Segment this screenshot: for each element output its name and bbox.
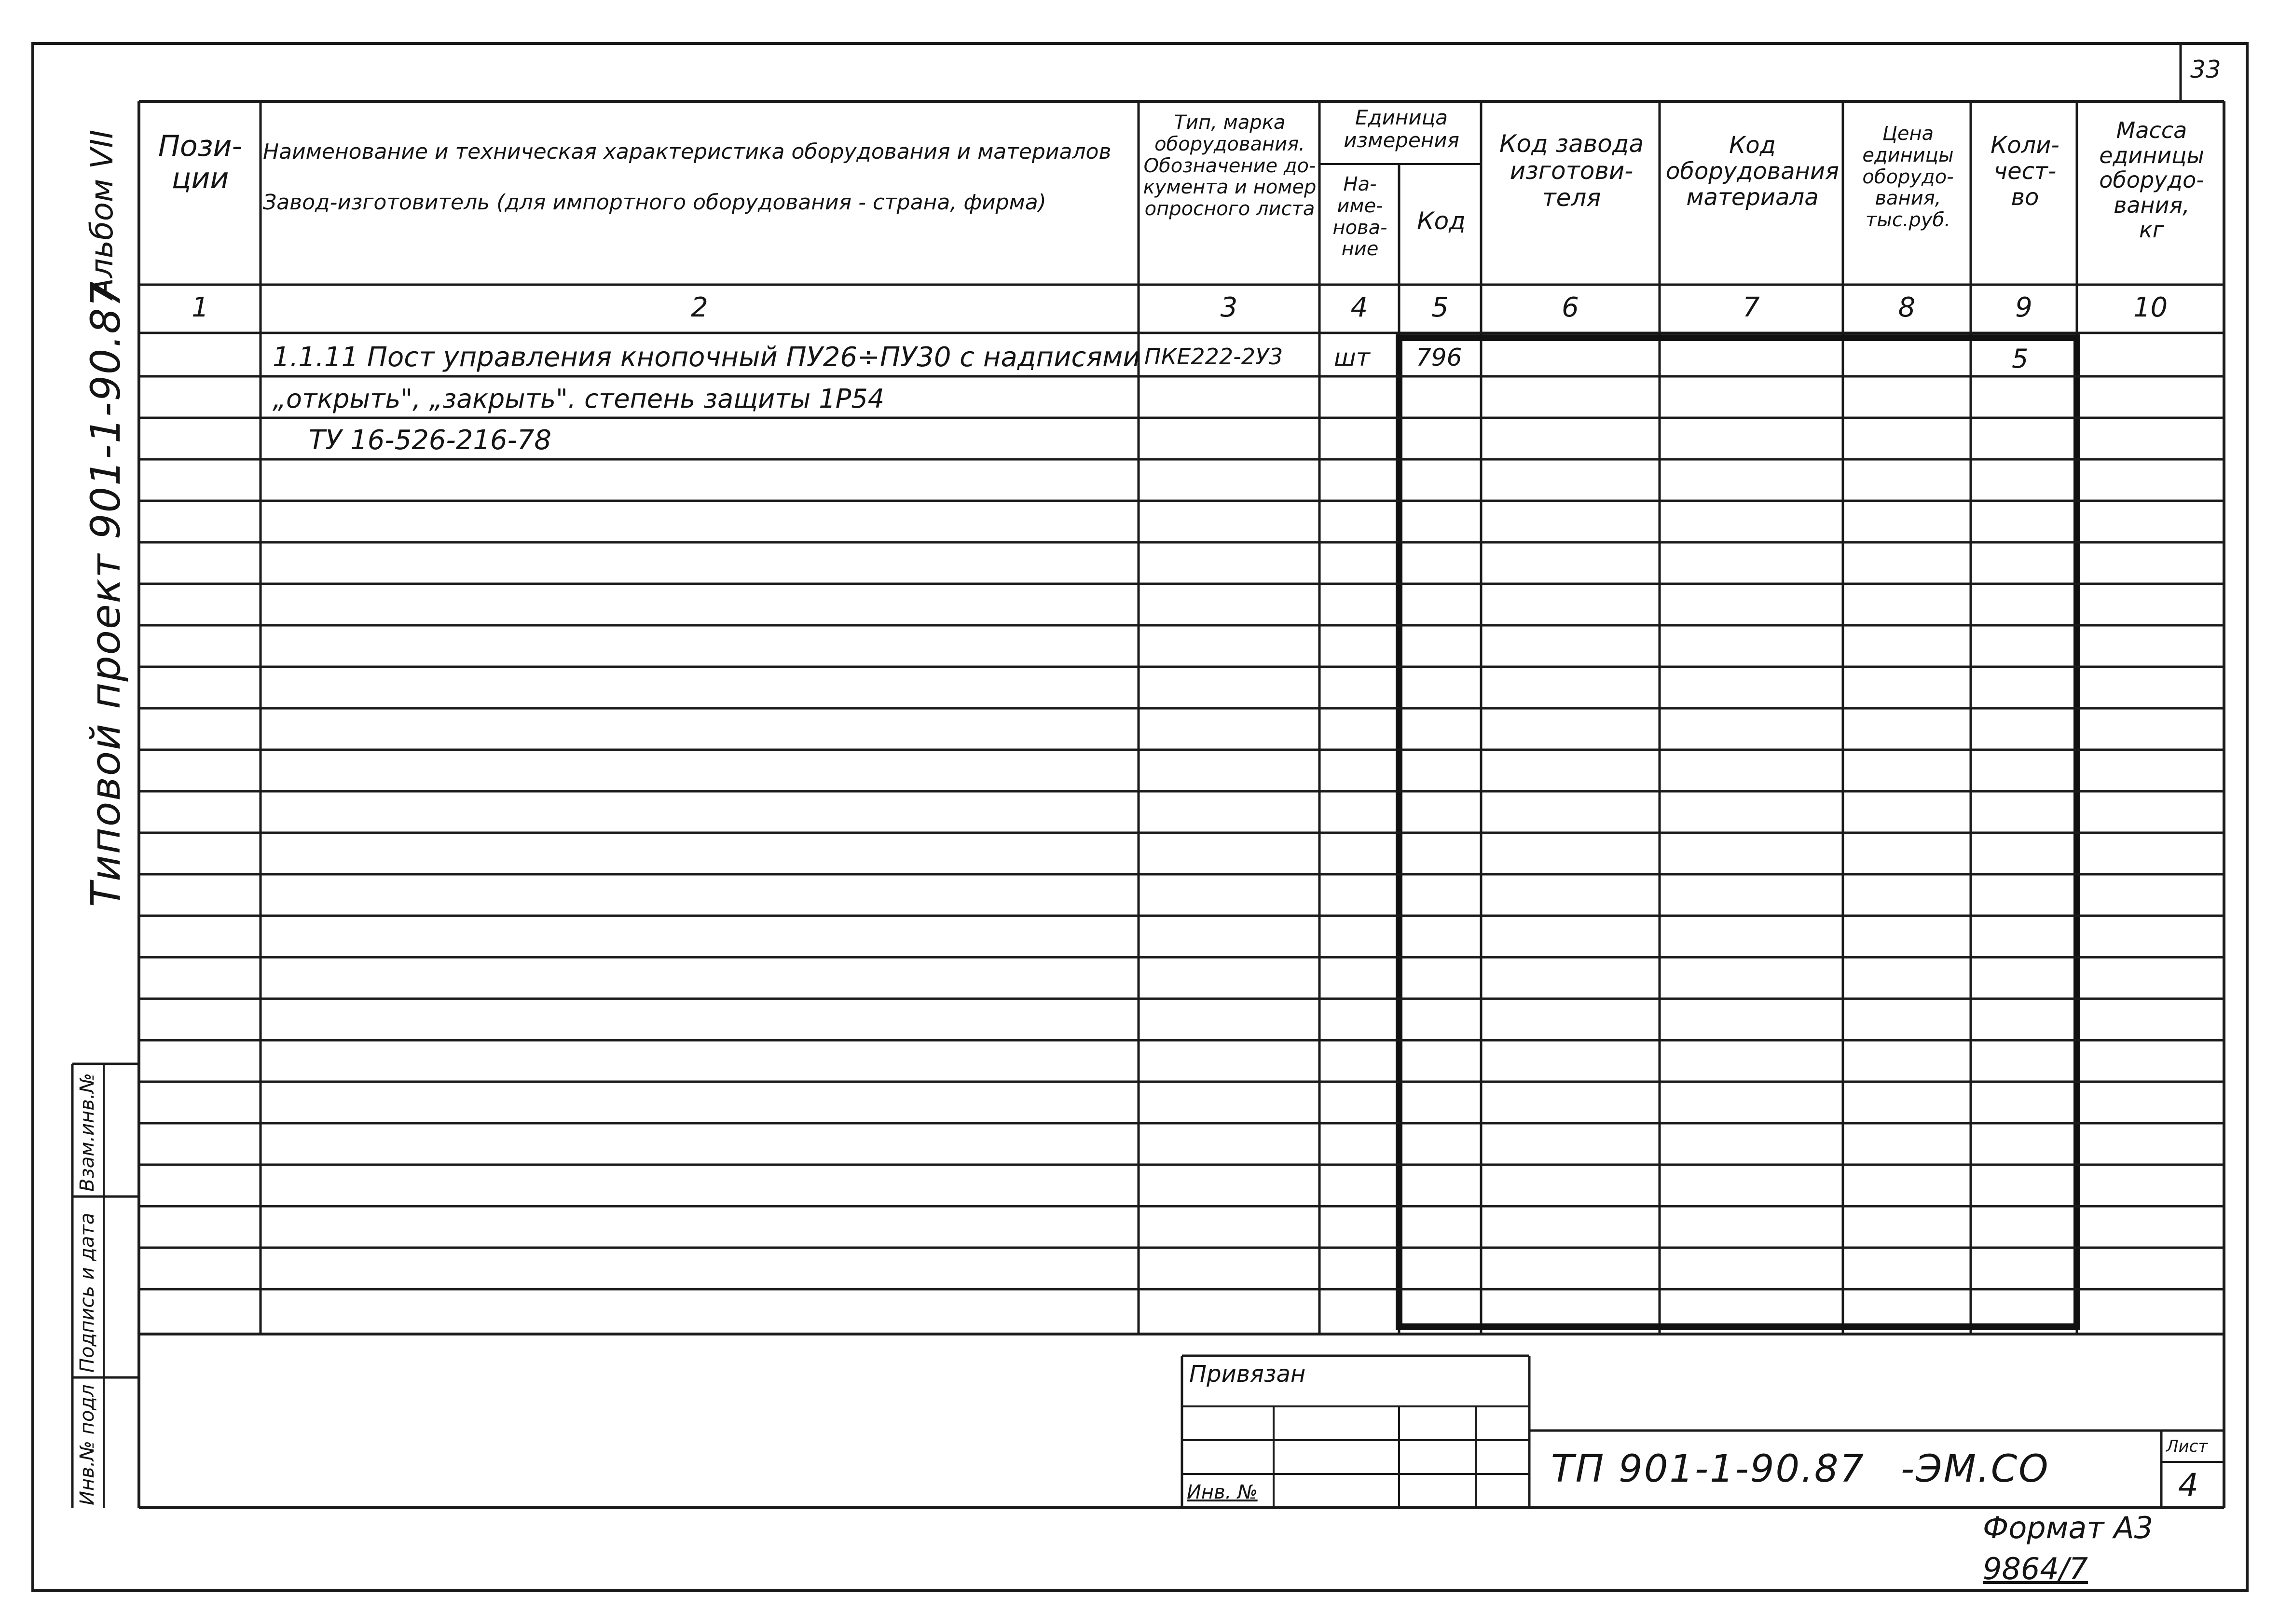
stamp-replace-inv: Взам.инв.№	[76, 1073, 98, 1192]
column-number-7: 7	[1743, 292, 1760, 323]
header-equipment-code: Код оборудования материала	[1666, 132, 1839, 211]
column-number-2: 2	[691, 292, 708, 323]
header-mass: Масса единицы оборудо- вания, кг	[2099, 117, 2204, 243]
column-number-8: 8	[1898, 292, 1916, 323]
row-1-unit: шт	[1334, 344, 1370, 372]
header-type: Тип, марка оборудования. Обозначение до- кумента и номер опросного листа	[1143, 111, 1317, 220]
header-name-line2: Завод-изготовитель (для импортного оборудования - страна, фирма)	[263, 190, 1046, 215]
header-price: Цена единицы оборудо- вания, тыс.руб.	[1862, 123, 1954, 232]
corner-number: 33	[2190, 55, 2221, 83]
sheet-label: Лист	[2166, 1437, 2208, 1456]
column-number-3: 3	[1220, 292, 1238, 323]
row-1-type: ПКЕ222-2У3	[1144, 344, 1283, 370]
column-number-4: 4	[1350, 292, 1368, 323]
column-number-1: 1	[192, 292, 209, 323]
header-quantity: Коли- чест- во	[1991, 132, 2059, 211]
row-1-name: 1.1.11 Пост управления кнопочный ПУ26÷ПУ30 с надписями	[273, 342, 1140, 373]
sheet-number: 4	[2178, 1467, 2198, 1504]
column-number-10: 10	[2133, 292, 2168, 323]
row-3-name: ТУ 16-526-216-78	[309, 425, 552, 456]
header-unit-name: На- име- нова- ние	[1332, 173, 1387, 261]
doc-code: ТП 901-1-90.87	[1551, 1447, 1866, 1491]
column-number-5: 5	[1431, 292, 1449, 323]
row-2-name: „открыть", „закрыть". степень защиты 1Р54	[273, 384, 885, 414]
stamp-inv-podl: Инв.№ подл	[76, 1384, 98, 1505]
stamp-signature-date: Подпись и дата	[76, 1212, 98, 1373]
row-1-quantity: 5	[2012, 344, 2029, 374]
project-label: Типовой проект 901-1-90.87	[82, 280, 129, 907]
doc-suffix: -ЭМ.СО	[1901, 1447, 2050, 1491]
column-number-9: 9	[2015, 292, 2032, 323]
archive-number: 9864/7	[1983, 1551, 2088, 1586]
header-positions: Пози-ции	[158, 129, 243, 196]
header-factory-code: Код завода изготови- теля	[1499, 130, 1644, 212]
header-name-line1: Наименование и техническая характеристика оборудования и материалов	[263, 139, 1112, 164]
album-label: Альбом VII	[84, 129, 120, 299]
header-unit-group: Единица измерения	[1344, 106, 1459, 152]
bound-label: Привязан	[1189, 1361, 1306, 1388]
format-label: Формат А3	[1983, 1510, 2154, 1545]
column-number-6: 6	[1562, 292, 1579, 323]
header-unit-code: Код	[1417, 207, 1466, 235]
row-1-code: 796	[1416, 344, 1462, 372]
inv-label: Инв. №	[1187, 1481, 1258, 1503]
